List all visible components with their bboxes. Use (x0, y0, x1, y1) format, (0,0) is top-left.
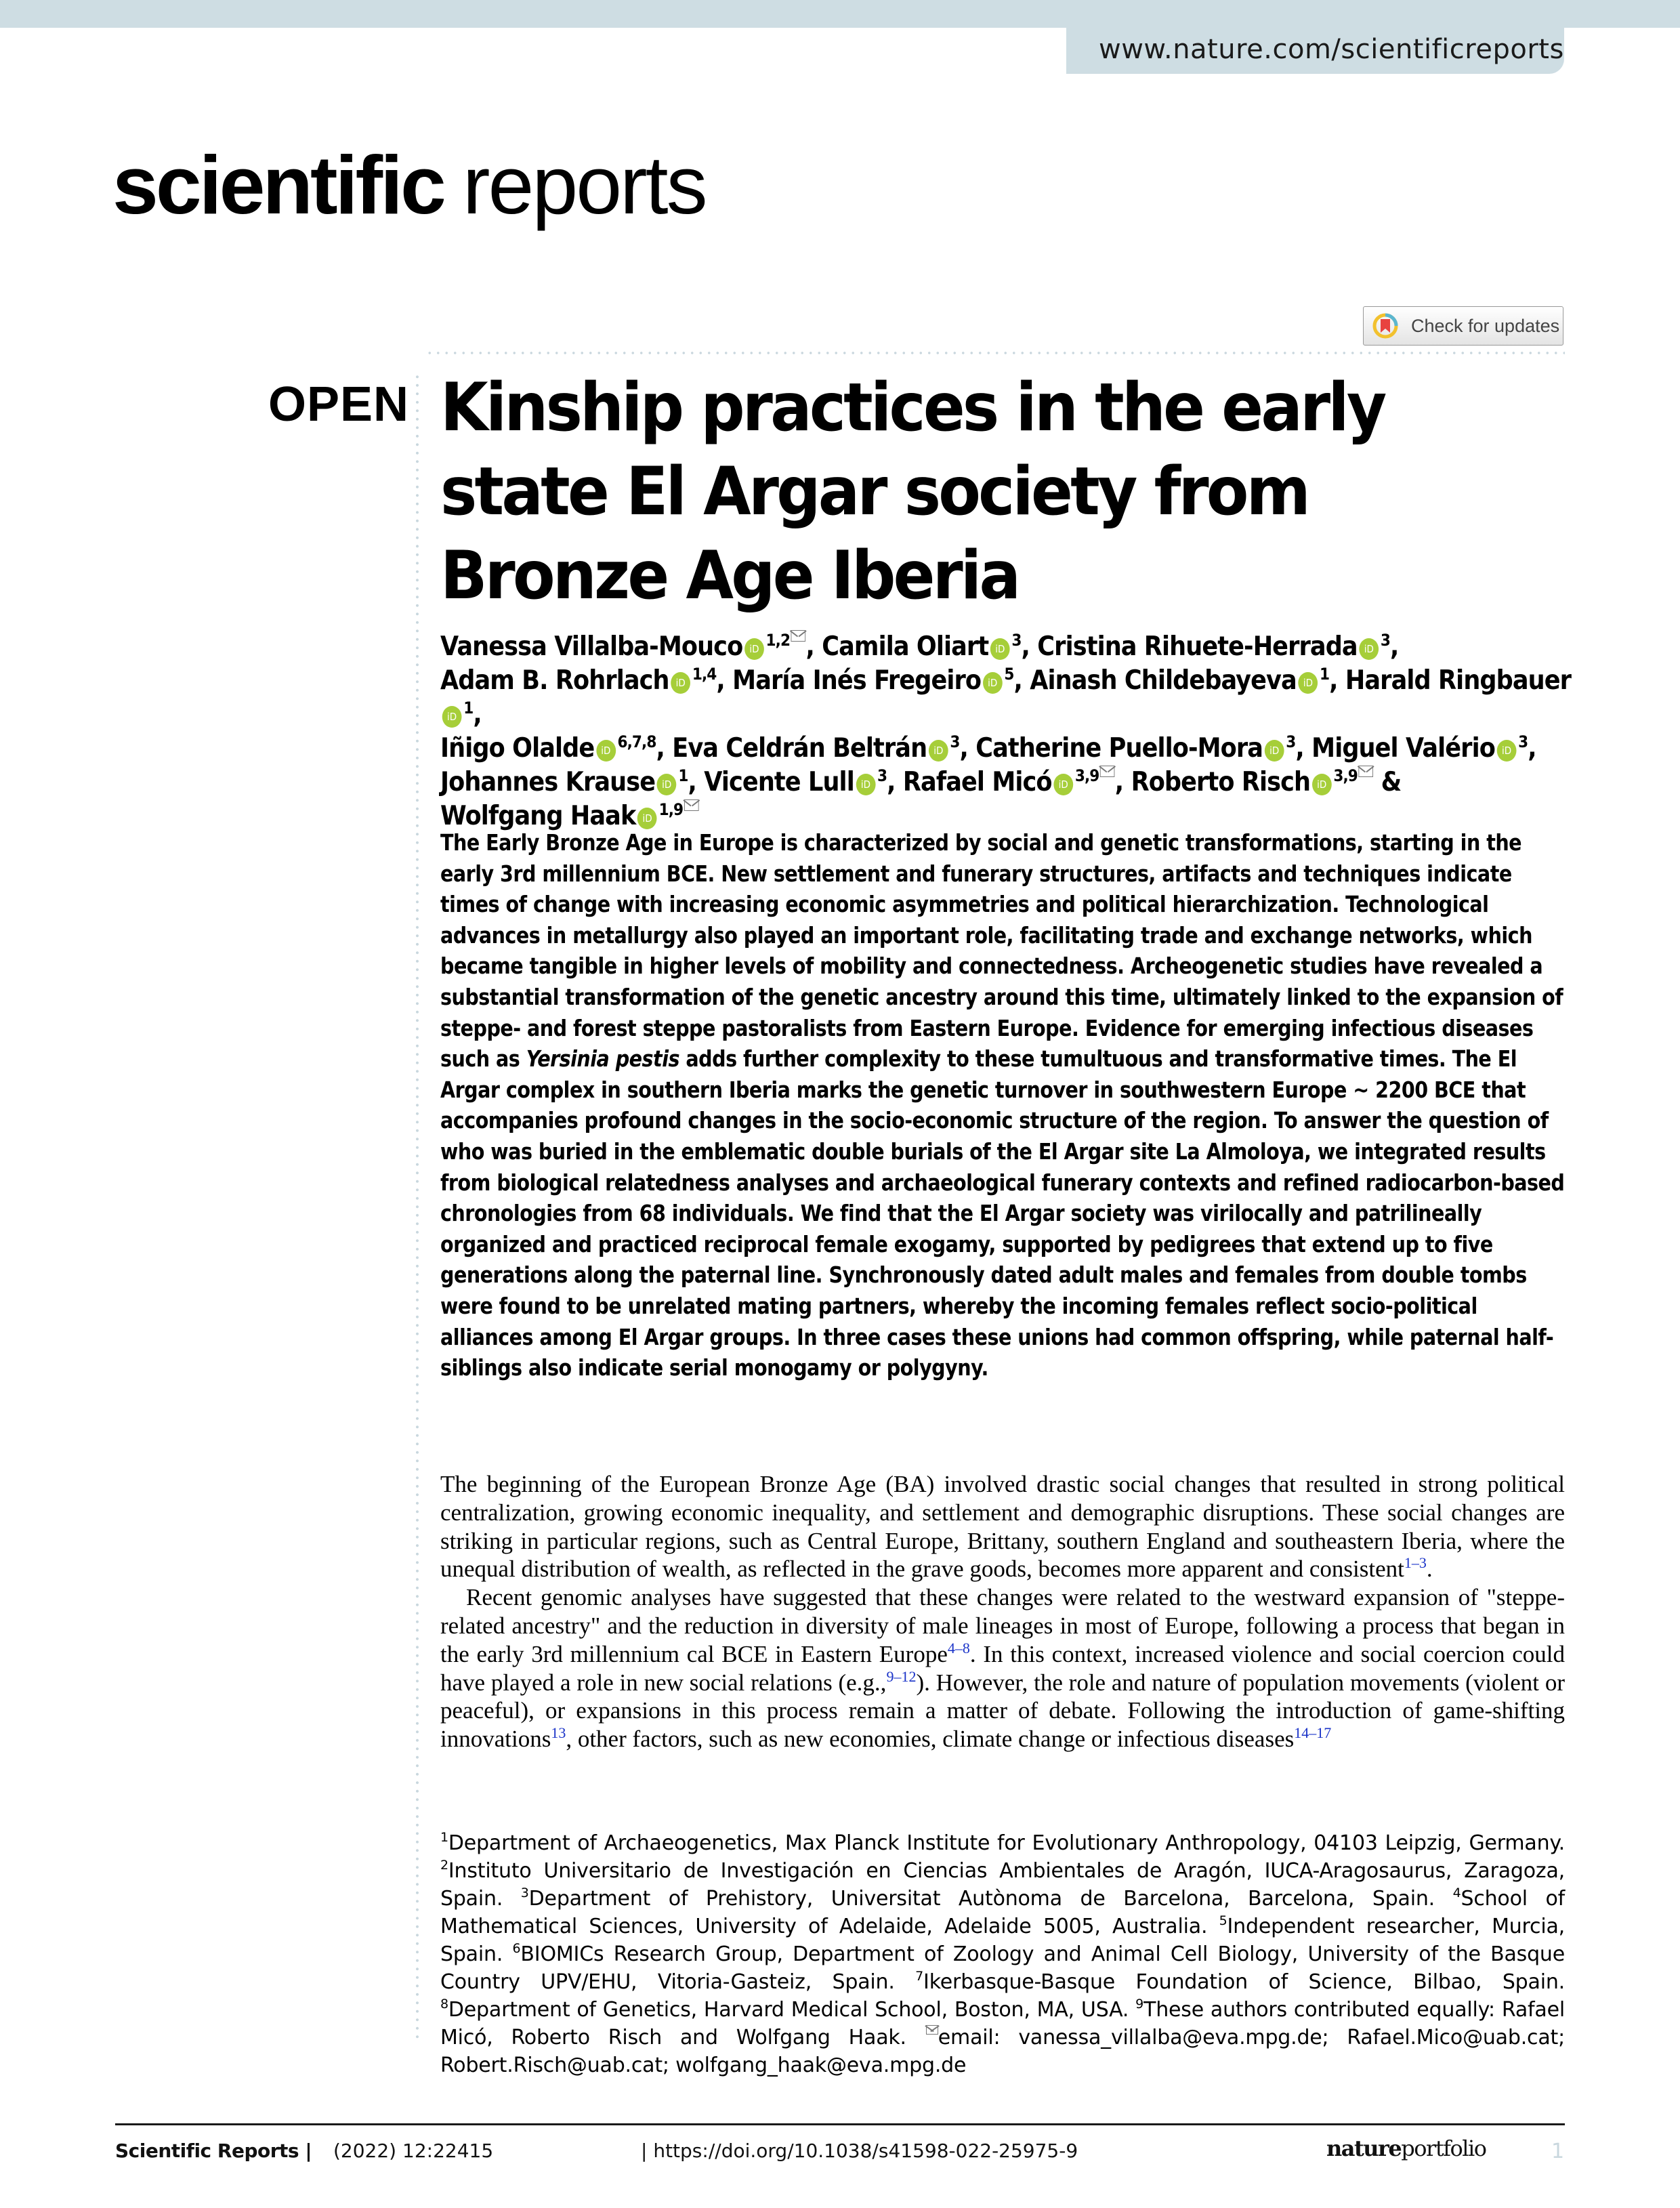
orcid-icon[interactable]: iD (929, 740, 948, 762)
open-access-label: OPEN (268, 377, 410, 432)
author-name[interactable]: Catherine Puello-Mora (975, 733, 1263, 764)
affiliation-number: 1 (440, 1830, 448, 1845)
correspondence-emails[interactable]: email: vanessa_villalba@eva.mpg.de; Rafael.Mico@uab.cat; Robert.Risch@uab.cat; wolfgang_haak@eva.mpg.de (440, 2026, 1565, 2077)
brand-bold: nature (1326, 2136, 1402, 2161)
author-name[interactable]: Harald Ringbauer (1345, 665, 1572, 696)
author-name[interactable]: Roberto Risch (1131, 767, 1311, 797)
nature-portfolio-logo (1326, 2136, 1486, 2161)
author-affiliation-ref: 1 (1320, 665, 1330, 684)
ref-link[interactable]: 9–12 (886, 1667, 917, 1685)
author-affiliation-ref: 3 (1380, 631, 1391, 650)
author-name[interactable]: Rafael Micó (902, 767, 1052, 797)
orcid-icon[interactable]: iD (990, 638, 1010, 660)
affiliation-text: Instituto Universitario de Investigación en Ciencias Ambientales de Aragón, IUCA-Aragosaurus, Zaragoza, Spain. (440, 1859, 1565, 1911)
author-affiliation-ref: 3 (1286, 732, 1296, 751)
crossmark-icon (1372, 312, 1399, 339)
article-title: Kinship practices in the early state El Argar society from Bronze Age Iberia (440, 369, 1385, 615)
author-affiliation-ref: 3 (1518, 732, 1528, 751)
check-for-updates-label: Check for updates (1411, 315, 1560, 336)
author-name[interactable]: Ainash Childebayeva (1030, 665, 1297, 696)
footer-doi-link[interactable]: | https://doi.org/10.1038/s41598-022-25975-9 (641, 2140, 1078, 2162)
journal-url-tab[interactable] (1066, 27, 1564, 74)
email-icon[interactable] (791, 630, 806, 642)
paragraph-1 (440, 1470, 1565, 1583)
abstract-species-name: Yersinia pestis (526, 1046, 679, 1072)
check-for-updates-button[interactable] (1363, 306, 1563, 346)
author-affiliation-ref: 5 (1004, 665, 1014, 684)
author-affiliation-ref: 1,2 (765, 631, 791, 650)
author-name[interactable]: Iñigo Olalde (440, 733, 595, 764)
orcid-icon[interactable]: iD (983, 672, 1003, 694)
journal-logo[interactable] (112, 139, 706, 231)
footer-rule (115, 2123, 1565, 2125)
p2-text-b: . In this context, increased violence and social coercion could have played a role in new social relations (e.g., (440, 1640, 1565, 1696)
orcid-icon[interactable]: iD (1053, 774, 1073, 795)
orcid-icon[interactable]: iD (596, 740, 616, 762)
author-list: Vanessa Villalba-Mouco iD $^{1,2}$ , Camila Oliart iD $^3$, Cristina Rihuete-Herrada iD $^3$, Adam B. Rohrlach iD $^{1,4}$, María Inés Fregeiro iD $^5$, Ainash Childebayeva iD $^1$, Harald RingbaueriD $^1$, Iñigo Olalde iD $^{6,7,8}$, Eva Celdrán Beltrán iD $^3$, Catherine Puello-Mora iD $^3$, Miguel Valério iD $^3$, Johannes Krause iD $^1$, Vicente Lull iD $^3$, Rafael Micó iD $^{3,9}$ , Roberto Risch iD $^{3,9}$ & Wolfgang Haak iD $^{1,9}$ (440, 631, 1572, 831)
page-number: 1 (1551, 2140, 1565, 2163)
affiliation-number: 8 (440, 1997, 448, 2012)
author-name[interactable]: Miguel Valério (1311, 733, 1495, 764)
author-name[interactable]: Wolfgang Haak (440, 801, 636, 831)
paragraph-2 (440, 1583, 1565, 1753)
orcid-icon[interactable]: iD (856, 774, 876, 795)
logo-scientific: scientific (112, 139, 444, 231)
author-affiliation-ref: 3,9 (1074, 766, 1099, 785)
top-banner (0, 0, 1680, 28)
author-affiliation-ref: 3,9 (1333, 766, 1358, 785)
orcid-icon[interactable]: iD (1299, 672, 1318, 694)
abstract (440, 828, 1567, 1384)
author-affiliation-ref: 1 (678, 766, 688, 785)
p1-end: . (1426, 1556, 1433, 1583)
p2-text-c: ). However, the role and nature of population movements (violent or peaceful), or expansions in this process remain a matter of debate. Following the introduction of game-shifting innovations (440, 1669, 1565, 1753)
logo-reports: reports (462, 139, 706, 231)
affiliation-text: Ikerbasque-Basque Foundation of Science, Bilbao, Spain. (923, 1970, 1565, 1994)
author-name[interactable]: Cristina Rihuete-Herrada (1037, 631, 1358, 662)
p1-text: The beginning of the European Bronze Age (BA) involved drastic social changes that resulted in strong political centralization, growing economic inequality, and settlement and demographic disruptions. These social changes are striking in particular regions, such as Central Europe, Brittany, southern England and southeastern Iberia, where the unequal distribution of wealth, as reflected in the grave goods, becomes more apparent and consistent (440, 1471, 1565, 1583)
affiliation-text: Department of Genetics, Harvard Medical School, Boston, MA, USA. (448, 1998, 1136, 2022)
orcid-icon[interactable]: iD (1359, 638, 1379, 660)
email-icon[interactable] (1100, 766, 1115, 777)
author-affiliation-ref: 3 (877, 766, 887, 785)
affiliation-text: BIOMICs Research Group, Department of Zoology and Animal Cell Biology, University of the Basque Country UPV/EHU, Vitoria-Gasteiz, Spain. (440, 1942, 1565, 1994)
ref-link[interactable]: 4–8 (947, 1639, 970, 1657)
author-affiliation-ref: 1,4 (692, 665, 717, 684)
footer-volume: (2022) 12:22415 (333, 2140, 494, 2162)
abstract-text-2: adds further complexity to these tumultuous and transformative times. The El Argar complex in southern Iberia marks the genetic turnover in southwestern Europe ~ 2200 BCE that accompanies profound changes in the socio-economic structure of the region. To answer the question of who was buried in the emblematic double burials of the El Argar site La Almoloya, we integrated results from biological relatedness analyses and archaeological funerary contexts and refined radiocarbon-based chronologies from 68 individuals. We find that the El Argar society was virilocally and patrilineally organized and practiced reciprocal female exogamy, supported by pedigrees that extend up to five generations along the paternal line. Synchronously dated adult males and females from double tombs were found to be unrelated mating partners, whereby the incoming females reflect socio-political alliances among El Argar groups. In three cases these unions had common offspring, while paternal half-siblings also indicate serial monogamy or polygyny. (440, 1046, 1565, 1381)
affiliation-number: 4 (1452, 1886, 1461, 1900)
orcid-icon[interactable]: iD (1497, 740, 1517, 762)
abstract-text-1: The Early Bronze Age in Europe is characterized by social and genetic transformations, starting in the early 3rd millennium BCE. New settlement and funerary structures, artifacts and techniques indicate times of change with increasing economic asymmetries and political hierarchization. Technological advances in metallurgy also played an important role, facilitating trade and exchange networks, which became tangible in higher levels of mobility and connectedness. Archeogenetic studies have revealed a substantial transformation of the genetic ancestry around this time, ultimately linked to the expansion of steppe- and forest steppe pastoralists from Eastern Europe. Evidence for emerging infectious diseases such as (440, 830, 1563, 1072)
brand-light: portfolio (1401, 2136, 1486, 2161)
email-icon[interactable] (684, 799, 699, 811)
author-affiliation-ref: 3 (1011, 631, 1022, 650)
affiliation-number: 3 (520, 1886, 529, 1900)
affiliation-number: 7 (915, 1969, 924, 1984)
author-affiliation-ref: 6,7,8 (617, 732, 656, 751)
affiliation-text: Department of Archaeogenetics, Max Planck Institute for Evolutionary Anthropology, 04103 Leipzig, Germany. (448, 1831, 1565, 1855)
dotted-divider-vertical (416, 373, 419, 2039)
ref-link[interactable]: 13 (551, 1724, 566, 1742)
author-affiliation-ref: 1 (463, 699, 474, 717)
affiliation-number: 5 (1219, 1913, 1227, 1928)
email-icon (926, 2025, 938, 2035)
journal-url[interactable]: www.nature.com/scientificreports (1099, 34, 1564, 65)
author-name[interactable]: Adam B. Rohrlach (440, 665, 669, 696)
orcid-icon[interactable]: iD (744, 638, 764, 660)
author-name[interactable]: Vanessa Villalba-Mouco (440, 631, 743, 662)
affiliation-number: 2 (440, 1858, 448, 1873)
affiliation-number: 6 (512, 1941, 521, 1956)
main-body (440, 1470, 1565, 1753)
ref-link[interactable]: 1–3 (1404, 1554, 1427, 1572)
p2-text-d: , other factors, such as new economies, climate change or infectious diseases (566, 1726, 1295, 1753)
orcid-icon[interactable]: iD (671, 672, 690, 694)
affiliation-text: School of Mathematical Sciences, University of Adelaide, Adelaide 5005, Australia. (440, 1887, 1565, 1938)
orcid-icon[interactable]: iD (1265, 740, 1284, 762)
affiliation-text: These authors contributed equally: Rafael Micó, Roberto Risch and Wolfgang Haak. (440, 1998, 1565, 2049)
affiliations (440, 1829, 1565, 2079)
orcid-icon[interactable]: iD (442, 706, 462, 728)
author-name[interactable]: Camila Oliart (822, 631, 989, 662)
author-affiliation-ref: 3 (950, 732, 960, 751)
author-name[interactable]: Johannes Krause (440, 767, 656, 797)
author-name[interactable]: Vicente Lull (704, 767, 854, 797)
affiliation-text: Independent researcher, Murcia, Spain. (440, 1915, 1565, 1966)
p2-text-a: Recent genomic analyses have suggested that these changes were related to the westward expansion of "steppe-related ancestry" and the reduction in diversity of male lineages in most of Europe, following a process that began in the early 3rd millennium cal BCE in Eastern Europe (440, 1584, 1565, 1667)
orcid-icon[interactable]: iD (657, 774, 677, 795)
author-name[interactable]: María Inés Fregeiro (732, 665, 982, 696)
affiliation-text: Department of Prehistory, Universitat Autònoma de Barcelona, Barcelona, Spain. (528, 1887, 1453, 1911)
ref-link[interactable]: 14–17 (1294, 1724, 1332, 1742)
dotted-divider-horizontal (425, 352, 1565, 354)
orcid-icon[interactable]: iD (1312, 774, 1332, 795)
orcid-icon[interactable]: iD (637, 808, 657, 829)
affiliation-number: 9 (1135, 1997, 1144, 2012)
author-affiliation-ref: 1,9 (658, 800, 684, 819)
footer-journal: Scientific Reports | (115, 2140, 312, 2162)
author-name[interactable]: Eva Celdrán Beltrán (672, 733, 927, 764)
email-icon[interactable] (1359, 766, 1374, 777)
